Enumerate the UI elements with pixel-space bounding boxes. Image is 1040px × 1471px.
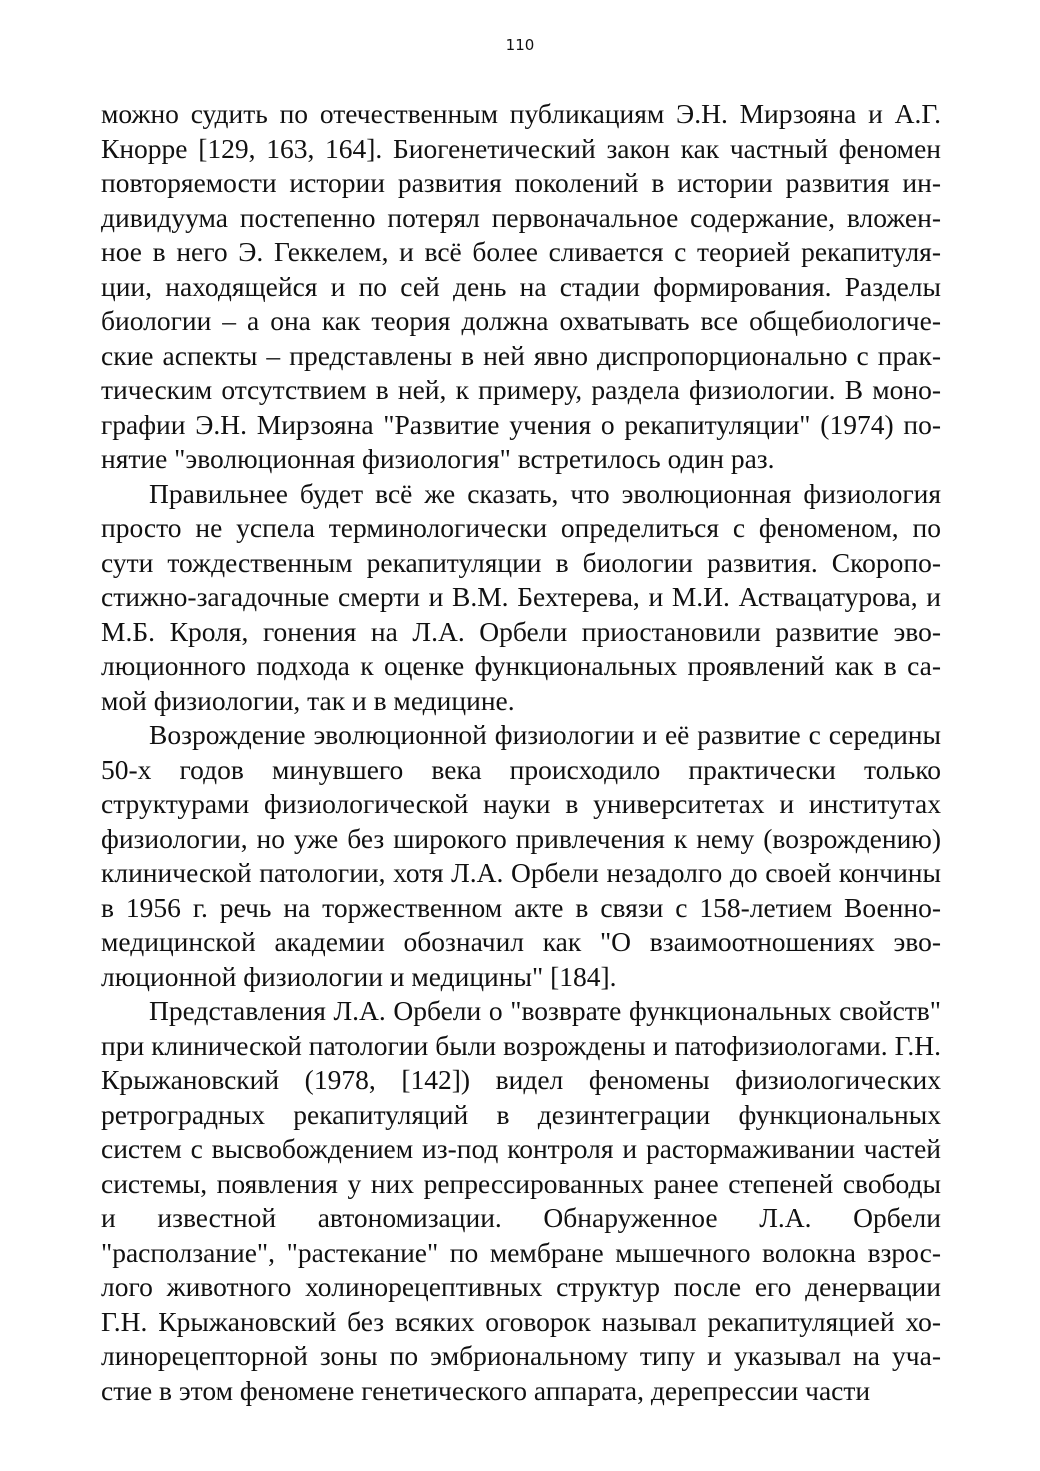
paragraph-2: Правильнее будет всё же сказать, что эволюционная физиология просто не успела терминологически определиться с феноменом, по сути тождественным рекапитуляции в биологии развития. Скоропостижно-загадочные смерти и В.М. Бехтерева, и М.И. Аствацатурова, и М.Б. Кроля, гонения на Л.А. Орбели приостановили развитие эволюционного подхода к оценке функциональных проявлений как в самой физиологии, так и в медицине.: [101, 477, 941, 716]
page-number: 110: [505, 36, 535, 54]
paragraph-4: Представления Л.А. Орбели о "возврате функциональных свойств" при клинической патологии были возрождены и патофизиологами. Г.Н. Крыжановский (1978, [142]) видел феномены физиологических ретроградных рекапитуляций в дезинтеграции функциональных систем с высвобождением из-под контроля и растормаживании частей системы, появления у них репрессированных ранее степеней свободы и известной автономизации. Обнаруженное Л.А. Орбели "расползание", "растекание" по мембране мышечного волокна взрослого животного холинорецептивных структур после его денервации Г.Н. Крыжановский без всяких оговорок называл рекапитуляцией холинорецепторной зоны по эмбриональному типу и указывал на участие в этом феномене генетического аппарата, дерепрессии части: [101, 995, 941, 1406]
body-text: [101, 97, 941, 1408]
paragraph-1: можно судить по отечественным публикациям Э.Н. Мирзояна и А.Г. Кнорре [129, 163, 164]. Биогенетический закон как частный феномен повторяемости истории развития поколений в истории развития индивидуума постепенно потерял первоначальное содержание, вложенное в него Э. Геккелем, и всё более сливается с теорией рекапитуляции, находящейся и по сей день на стадии формирования. Разделы биологии – а она как теория должна охватывать все общебиологические аспекты – представлены в ней явно диспропорционально с практическим отсутствием в ней, к примеру, раздела физиологии. В монографии Э.Н. Мирзояна "Развитие учения о рекапитуляции" (1974) понятие "эволюционная физиология" встретилось один раз.: [101, 98, 941, 474]
paragraph-3: Возрождение эволюционной физиологии и её развитие с середины 50-х годов минувшего века происходило практически только структурами физиологической науки в университетах и институтах физиологии, но уже без широкого привлечения к нему (возрождению) клинической патологии, хотя Л.А. Орбели незадолго до своей кончины в 1956 г. речь на торжественном акте в связи с 158-летием Военно-медицинской академии обозначил как "О взаимоотношениях эволюционной физиологии и медицины" [184].: [101, 719, 941, 992]
